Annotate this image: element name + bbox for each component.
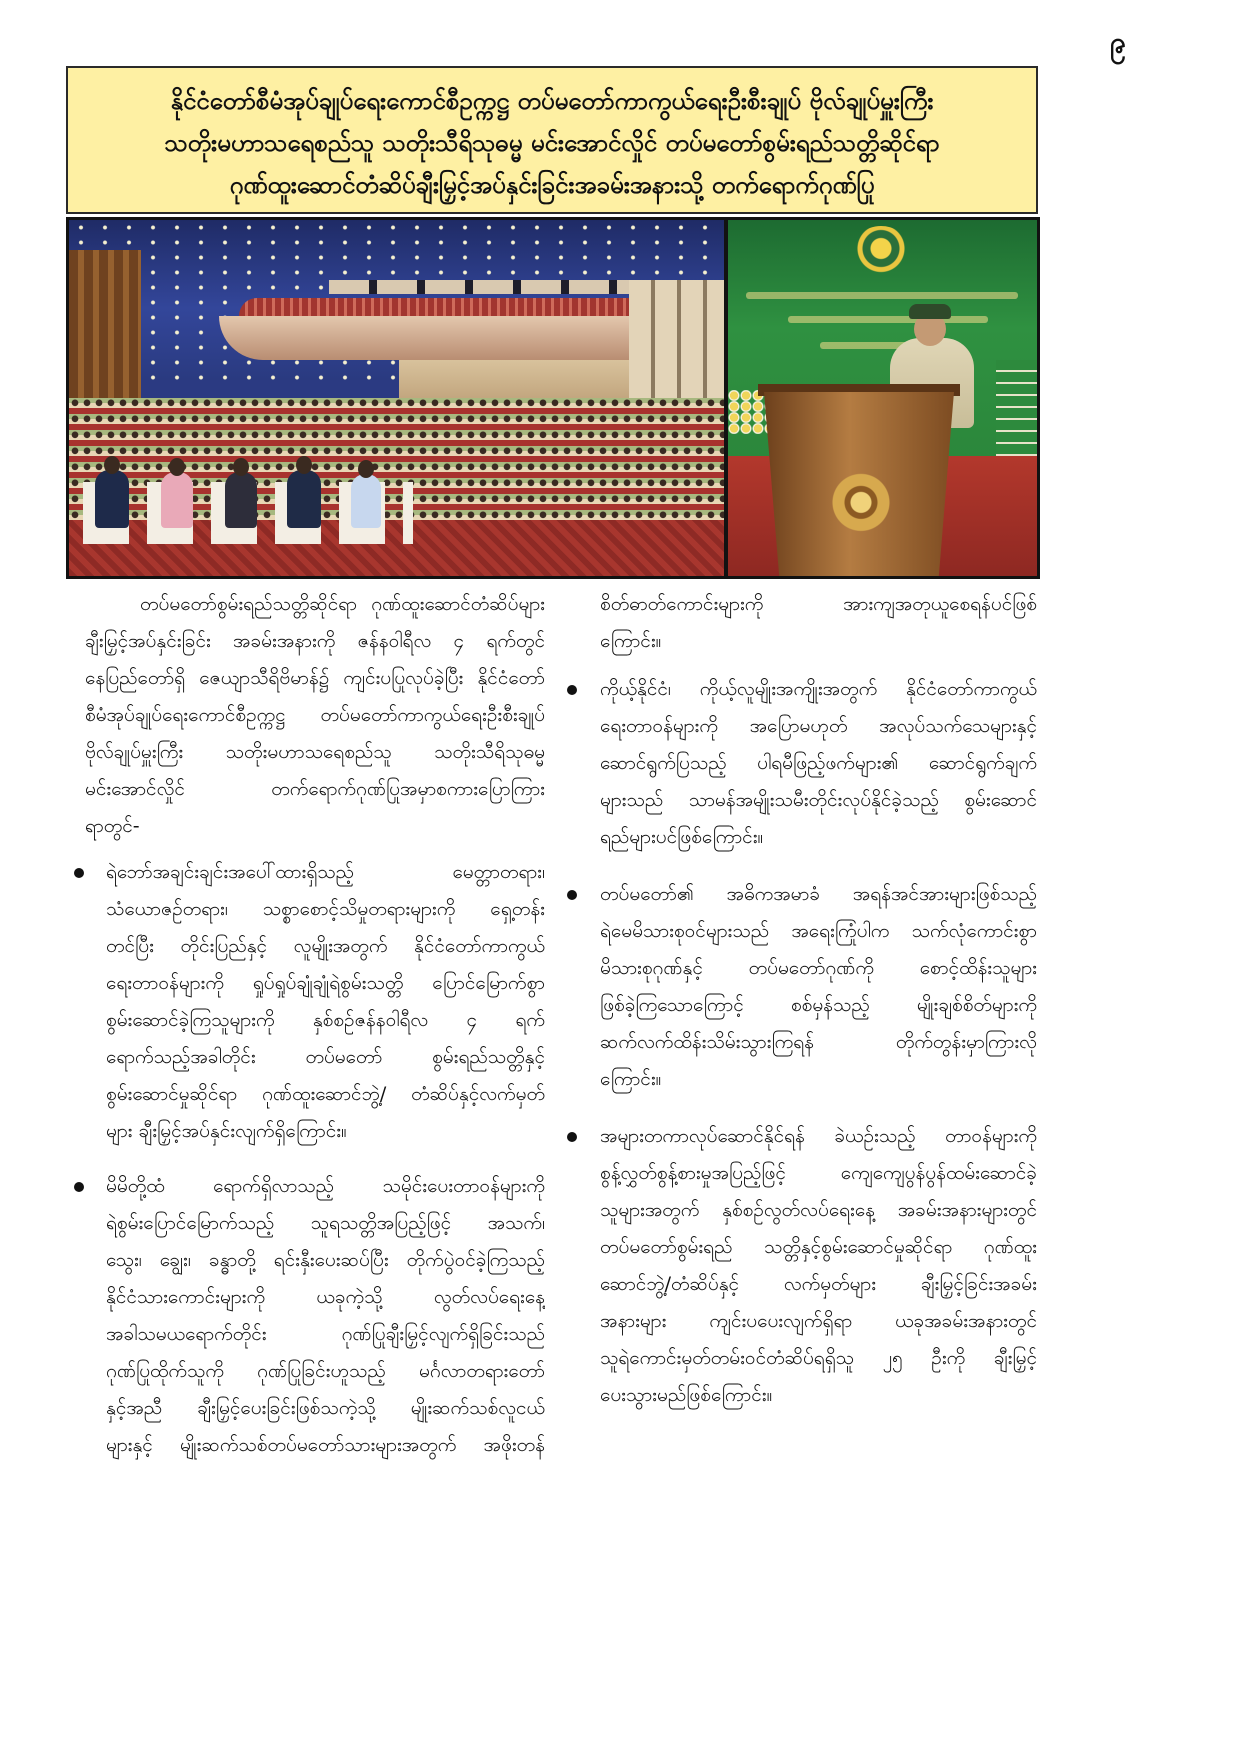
body-text-line: ပေးသွားမည်ဖြစ်ကြောင်း။: [600, 1384, 773, 1406]
body-text-line: တင်ပြီး တိုင်းပြည်နှင့် လူမျိုးအတွက် နိုင်ငံတော်ကာကွယ်: [106, 935, 545, 957]
headline-box: [66, 66, 1038, 214]
body-text-line: အခါသမယရောက်တိုင်း ဂုဏ်ပြုချီးမြှင့်လျက်ရှိခြင်းသည်: [106, 1323, 545, 1345]
body-text-line: စီမံအုပ်ချုပ်ရေးကောင်စီဥက္ကဋ္ဌ တပ်မတော်ကာကွယ်ရေးဦးစီးချုပ်: [85, 704, 545, 726]
headline-line: ဂုဏ်ထူးဆောင်တံဆိပ်ချီးမြှင့်အပ်နှင်းခြင်းအခမ်းအနားသို့ တက်ရောက်ဂုဏ်ပြု: [229, 171, 875, 199]
body-text-line: တပ်မတော်စွမ်းရည်သတ္တိဆိုင်ရာ ဂုဏ်ထူးဆောင်တံဆိပ်များ: [140, 593, 545, 615]
emblem-icon: [852, 226, 910, 276]
body-text-line: ရဲစွမ်းပြောင်မြောက်သည့် သူရသတ္တိအပြည့်ဖြင့် အသက်၊: [106, 1212, 545, 1234]
guest-head: [104, 456, 120, 474]
guest-head: [233, 458, 249, 476]
body-text-line: ရေးတာဝန်များကို ရှုပ်ရှုပ်ချုံချုံရဲစွမ်းသတ္တိ ပြောင်မြောက်စွာ: [106, 972, 545, 994]
front-row-guest: [351, 474, 381, 528]
body-text-line: ကိုယ့်နိုင်ငံ၊ ကိုယ့်လူမျိုးအကျိုးအတွက် နိုင်ငံတော်ကာကွယ်: [600, 678, 1037, 700]
photo-frame: [66, 217, 1040, 579]
speech-photo: [728, 220, 1037, 576]
guest-head: [358, 460, 374, 478]
body-text-line: ဂုဏ်ပြုထိုက်သူကို ဂုဏ်ပြုခြင်းဟူသည့် မင်္ဂလာတရားတော်: [106, 1360, 545, 1382]
body-text-line: ဆောင်ဘွဲ့/တံဆိပ်နှင့် လက်မှတ်များ ချီးမြှင့်ခြင်းအခမ်း: [600, 1273, 1037, 1295]
headline-line: နိုင်ငံတော်စီမံအုပ်ချုပ်ရေးကောင်စီဥက္ကဋ္ဌ တပ်မတော်ကာကွယ်ရေးဦးစီးချုပ် ဗိုလ်ချုပ်မှူးကြီး: [170, 87, 934, 115]
speaker-cap: [909, 304, 951, 319]
bullet-icon: [74, 868, 84, 878]
front-row-guest: [95, 470, 129, 528]
body-text-line: ဆက်လက်ထိန်းသိမ်းသွားကြရန် တိုက်တွန်းမှာကြားလို: [600, 1031, 1037, 1053]
body-text-line: ရည်များပင်ဖြစ်ကြောင်း။: [600, 826, 764, 848]
guest-head: [296, 456, 312, 474]
front-row-guest: [225, 472, 257, 528]
body-text-line: နှင့်အညီ ချီးမြှင့်ပေးခြင်းဖြစ်သကဲ့သို့ မျိုးဆက်သစ်လူငယ်: [106, 1397, 545, 1419]
bullet-icon: [74, 1182, 84, 1192]
body-text-line: တပ်မတော်စွမ်းရည် သတ္တိနှင့်စွမ်းဆောင်မှုဆိုင်ရာ ဂုဏ်ထူး: [600, 1236, 1037, 1258]
body-text-line: အများတကာလုပ်ဆောင်နိုင်ရန် ခဲယဉ်းသည့် တာဝန်များကို: [600, 1125, 1037, 1147]
body-text-line: ကြောင်း။: [600, 1068, 662, 1090]
intro-paragraph: [85, 586, 545, 845]
page-number: ၉: [1110, 26, 1126, 59]
body-text-line: စိတ်ဓာတ်ကောင်းများကို အားကျအတုယူစေရန်ပင်ဖြစ်: [600, 593, 1037, 615]
bullet-item: [106, 854, 545, 1150]
bullet-item: [600, 876, 1037, 1098]
bullet-icon: [567, 1132, 577, 1142]
body-text-line: များသည် သာမန်အမျိုးသမီးတိုင်းလုပ်နိုင်ခဲ့သည့် စွမ်းဆောင်: [600, 789, 1037, 811]
side-wall: [996, 360, 1037, 460]
body-text-line: စွမ်းဆောင်မှုဆိုင်ရာ ဂုဏ်ထူးဆောင်ဘွဲ့/ တံဆိပ်နှင့်လက်မှတ်: [106, 1083, 545, 1105]
body-text-line: ဗိုလ်ချုပ်မှူးကြီး သတိုးမဟာသရေစည်သူ သတိုးသီရိသုဓမ္မ: [85, 741, 545, 763]
body-text-line: မိသားစုဂုဏ်နှင့် တပ်မတော်ဂုဏ်ကို စောင့်ထိန်းသူများ: [600, 957, 1037, 979]
bullet-item: [600, 1118, 1037, 1414]
front-row-guest: [287, 470, 321, 528]
headline-line: သတိုးမဟာသရေစည်သူ သတိုးသီရိသုဓမ္မ မင်းအောင်လှိုင် တပ်မတော်စွမ်းရည်သတ္တိဆိုင်ရာ: [164, 129, 940, 157]
body-text-line: နေပြည်တော်ရှိ ဇေယျာသီရိဗိမာန်၌ ကျင်းပပြုလုပ်ခဲ့ပြီး နိုင်ငံတော်: [85, 667, 545, 689]
body-text-line: စွမ်းဆောင်ခဲ့ကြသူများကို နှစ်စဉ်ဇန်နဝါရီလ ၄ ရက်: [106, 1009, 545, 1031]
bullet-icon: [567, 890, 577, 900]
body-text-line: များ ချီးမြှင့်အပ်နှင်းလျက်ရှိကြောင်း။: [106, 1120, 347, 1142]
guest-head: [169, 458, 185, 476]
bullet-item: [106, 1168, 545, 1464]
body-text-line: သူရဲကောင်းမှတ်တမ်းဝင်တံဆိပ်ရရှိသူ ၂၅ ဦးကို ချီးမြှင့်: [600, 1347, 1037, 1369]
body-text-line: အနားများ ကျင်းပပေးလျက်ရှိရာ ယခုအခမ်းအနားတွင်: [600, 1310, 1037, 1332]
body-text-line: တပ်မတော်၏ အဓိကအမာခံ အရန်အင်အားများဖြစ်သည့်: [600, 883, 1037, 905]
body-text-line: စွန့်လွှတ်စွန့်စားမှုအပြည့်ဖြင့် ကျေကျေပွန်ပွန်ထမ်းဆောင်ခဲ့: [600, 1162, 1037, 1184]
continued-paragraph: [600, 586, 1037, 660]
body-text-line: ကြောင်း။: [600, 630, 662, 652]
bullet-icon: [567, 685, 577, 695]
body-text-line: သွေး၊ ချွေး၊ ခန္ဓာတို့ ရင်းနှီးပေးဆပ်ပြီး တိုက်ပွဲဝင်ခဲ့ကြသည့်: [106, 1249, 545, 1271]
body-text-line: ရဲမေမိသားစုဝင်များသည် အရေးကြုံပါက သက်လုံကောင်းစွာ: [600, 920, 1037, 942]
front-row-guest: [161, 472, 193, 528]
body-text-line: ချီးမြှင့်အပ်နှင်းခြင်း အခမ်းအနားကို ဇန်နဝါရီလ ၄ ရက်တွင်: [85, 630, 545, 652]
body-text-line: နိုင်ငံသားကောင်းများကို ယခုကဲ့သို့ လွတ်လပ်ရေးနေ့: [106, 1286, 545, 1308]
body-text-line: ရဲဘော်အချင်းချင်းအပေါ်ထားရှိသည့် မေတ္တာတရား၊: [106, 861, 545, 883]
backdrop-banner-stripe: [746, 292, 1018, 299]
backdrop-banner-stripe: [788, 316, 988, 323]
body-text-line: ရောက်သည့်အခါတိုင်း တပ်မတော် စွမ်းရည်သတ္တိနှင့်: [106, 1046, 545, 1068]
body-text-line: မင်းအောင်လှိုင် တက်ရောက်ဂုဏ်ပြုအမှာစကားပြောကြား: [85, 778, 545, 800]
body-text-line: ဖြစ်ခဲ့ကြသောကြောင့် စစ်မှန်သည့် မျိုးချစ်စိတ်များကို: [600, 994, 1037, 1016]
body-text-line: များနှင့် မျိုးဆက်သစ်တပ်မတော်သားများအတွက် အဖိုးတန်: [106, 1434, 545, 1456]
podium-emblem-icon: [832, 470, 890, 542]
body-text-line: ရေးတာဝန်များကို အပြောမဟုတ် အလုပ်သက်သေများနှင့်: [600, 715, 1037, 737]
bullet-item: [600, 671, 1037, 856]
body-text-line: မိမိတို့ထံ ရောက်ရှိလာသည့် သမိုင်းပေးတာဝန်များကို: [106, 1175, 545, 1197]
body-text-line: ဆောင်ရွက်ပြသည့် ပါရမီဖြည့်ဖက်များ၏ ဆောင်ရွက်ချက်: [600, 752, 1037, 774]
body-text-line: သံယောဇဉ်တရား၊ သစ္စာစောင့်သိမှုတရားများကို ရှေ့တန်း: [106, 898, 545, 920]
auditorium-photo: [69, 220, 724, 576]
body-text-line: ရာတွင်-: [85, 815, 140, 837]
body-text-line: သူများအတွက် နှစ်စဉ်လွတ်လပ်ရေးနေ့ အခမ်းအနားများတွင်: [600, 1199, 1037, 1221]
